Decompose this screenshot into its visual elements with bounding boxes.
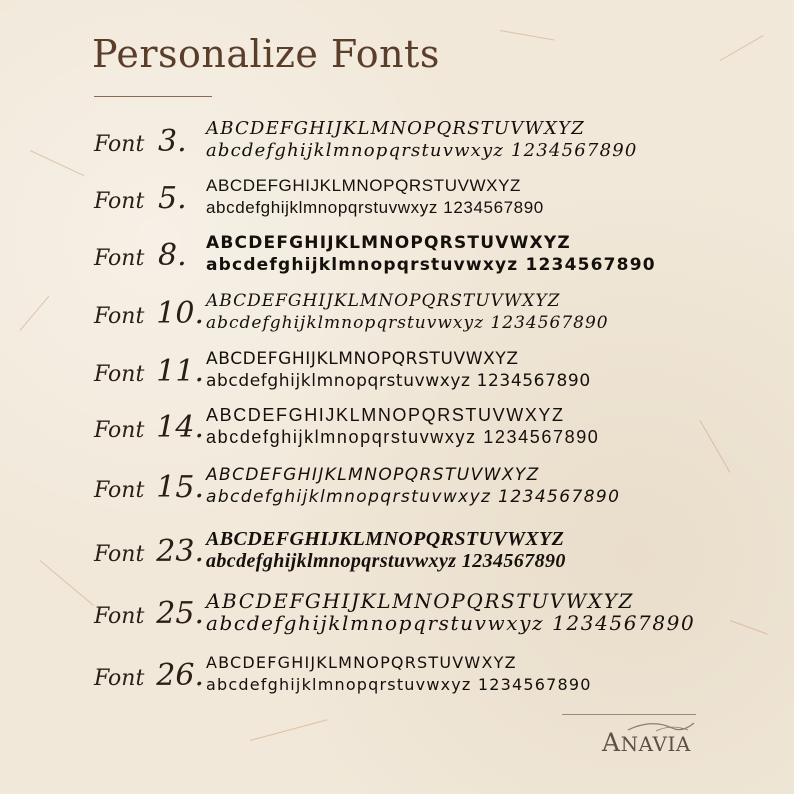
font-sample <box>206 590 766 634</box>
brand-rest: NAVIA <box>620 732 691 756</box>
font-row-8 <box>94 232 754 284</box>
font-row-10 <box>94 290 754 342</box>
font-number: 14. <box>156 410 204 445</box>
lowercase-sample: abcdefghijklmnopqrstuvwxyz 1234567890 <box>206 313 609 333</box>
font-number: 3. <box>158 124 187 159</box>
font-sample <box>206 175 766 219</box>
font-word: Font <box>94 418 145 443</box>
font-label <box>94 594 204 638</box>
lowercase-sample: abcdefghijklmnopqrstuvwxyz 1234567890 <box>206 140 638 161</box>
uppercase-sample: ABCDEFGHIJKLMNOPQRSTUVWXYZ <box>206 589 635 613</box>
font-word: Font <box>94 132 145 157</box>
font-label <box>94 532 204 576</box>
uppercase-sample: ABCDEFGHIJKLMNOPQRSTUVWXYZ <box>206 405 565 425</box>
lowercase-sample: abcdefghijklmnopqrstuvwxyz 1234567890 <box>206 427 600 447</box>
font-label <box>94 122 204 166</box>
font-word: Font <box>94 542 145 567</box>
paper-fiber <box>40 560 94 606</box>
uppercase-sample: ABCDEFGHIJKLMNOPQRSTUVWXYZ <box>206 176 522 195</box>
lowercase-sample: abcdefghijklmnopqrstuvwxyz 1234567890 <box>206 611 696 635</box>
uppercase-sample: ABCDEFGHIJKLMNOPQRSTUVWXYZ <box>206 465 540 485</box>
font-row-5 <box>94 175 754 227</box>
font-number: 10. <box>156 296 204 331</box>
font-row-14 <box>94 404 754 456</box>
font-sample <box>206 464 766 508</box>
uppercase-sample: ABCDEFGHIJKLMNOPQRSTUVWXYZ <box>206 653 517 672</box>
font-label <box>94 179 204 223</box>
lowercase-sample: abcdefghijklmnopqrstuvwxyz 1234567890 <box>206 675 592 694</box>
uppercase-sample: ABCDEFGHIJKLMNOPQRSTUVWXYZ <box>206 528 565 550</box>
font-word: Font <box>94 604 145 629</box>
font-row-26 <box>94 652 754 704</box>
uppercase-sample: ABCDEFGHIJKLMNOPQRSTUVWXYZ <box>206 349 519 369</box>
font-row-15 <box>94 464 754 516</box>
font-number: 15. <box>156 470 204 505</box>
font-sample <box>206 652 766 696</box>
font-sample <box>206 118 766 162</box>
font-sample <box>206 290 766 334</box>
font-number: 25. <box>156 596 204 631</box>
font-word: Font <box>94 478 145 503</box>
paper-fiber <box>720 35 764 61</box>
brand-initial: A <box>602 728 621 757</box>
uppercase-sample: ABCDEFGHIJKLMNOPQRSTUVWXYZ <box>206 291 561 311</box>
font-word: Font <box>94 304 145 329</box>
font-sample <box>206 348 766 392</box>
font-label <box>94 236 204 280</box>
font-sample <box>206 528 766 572</box>
font-label <box>94 408 204 452</box>
paper-fiber <box>20 296 50 331</box>
font-word: Font <box>94 189 145 214</box>
font-number: 8. <box>158 238 187 273</box>
title-underline <box>94 96 212 97</box>
font-row-23 <box>94 528 754 580</box>
font-label <box>94 656 204 700</box>
font-label <box>94 352 204 396</box>
lowercase-sample: abcdefghijklmnopqrstuvwxyz 1234567890 <box>206 198 544 217</box>
brand-divider <box>562 714 696 715</box>
font-number: 5. <box>158 181 187 216</box>
font-label <box>94 468 204 512</box>
lowercase-sample: abcdefghijklmnopqrstuvwxyz 1234567890 <box>206 487 621 507</box>
lowercase-sample: abcdefghijklmnopqrstuvwxyz 1234567890 <box>206 371 591 391</box>
font-word: Font <box>94 246 145 271</box>
font-number: 26. <box>156 658 204 693</box>
paper-fiber <box>250 719 328 741</box>
uppercase-sample: ABCDEFGHIJKLMNOPQRSTUVWXYZ <box>206 118 585 139</box>
font-number: 11. <box>156 354 204 389</box>
font-sample <box>206 232 766 276</box>
font-number: 23. <box>156 534 204 569</box>
paper-fiber <box>500 30 554 41</box>
font-row-3 <box>94 118 754 170</box>
paper-fiber <box>30 150 85 176</box>
font-label <box>94 294 204 338</box>
font-word: Font <box>94 666 145 691</box>
font-row-11 <box>94 348 754 400</box>
brand-logo <box>602 728 691 757</box>
font-row-25 <box>94 590 754 642</box>
font-word: Font <box>94 362 145 387</box>
lowercase-sample: abcdefghijklmnopqrstuvwxyz 1234567890 <box>206 550 566 572</box>
page-title: Personalize Fonts <box>92 32 440 76</box>
uppercase-sample: ABCDEFGHIJKLMNOPQRSTUVWXYZ <box>206 233 571 253</box>
lowercase-sample: abcdefghijklmnopqrstuvwxyz 1234567890 <box>206 255 656 275</box>
font-sample <box>206 404 766 448</box>
